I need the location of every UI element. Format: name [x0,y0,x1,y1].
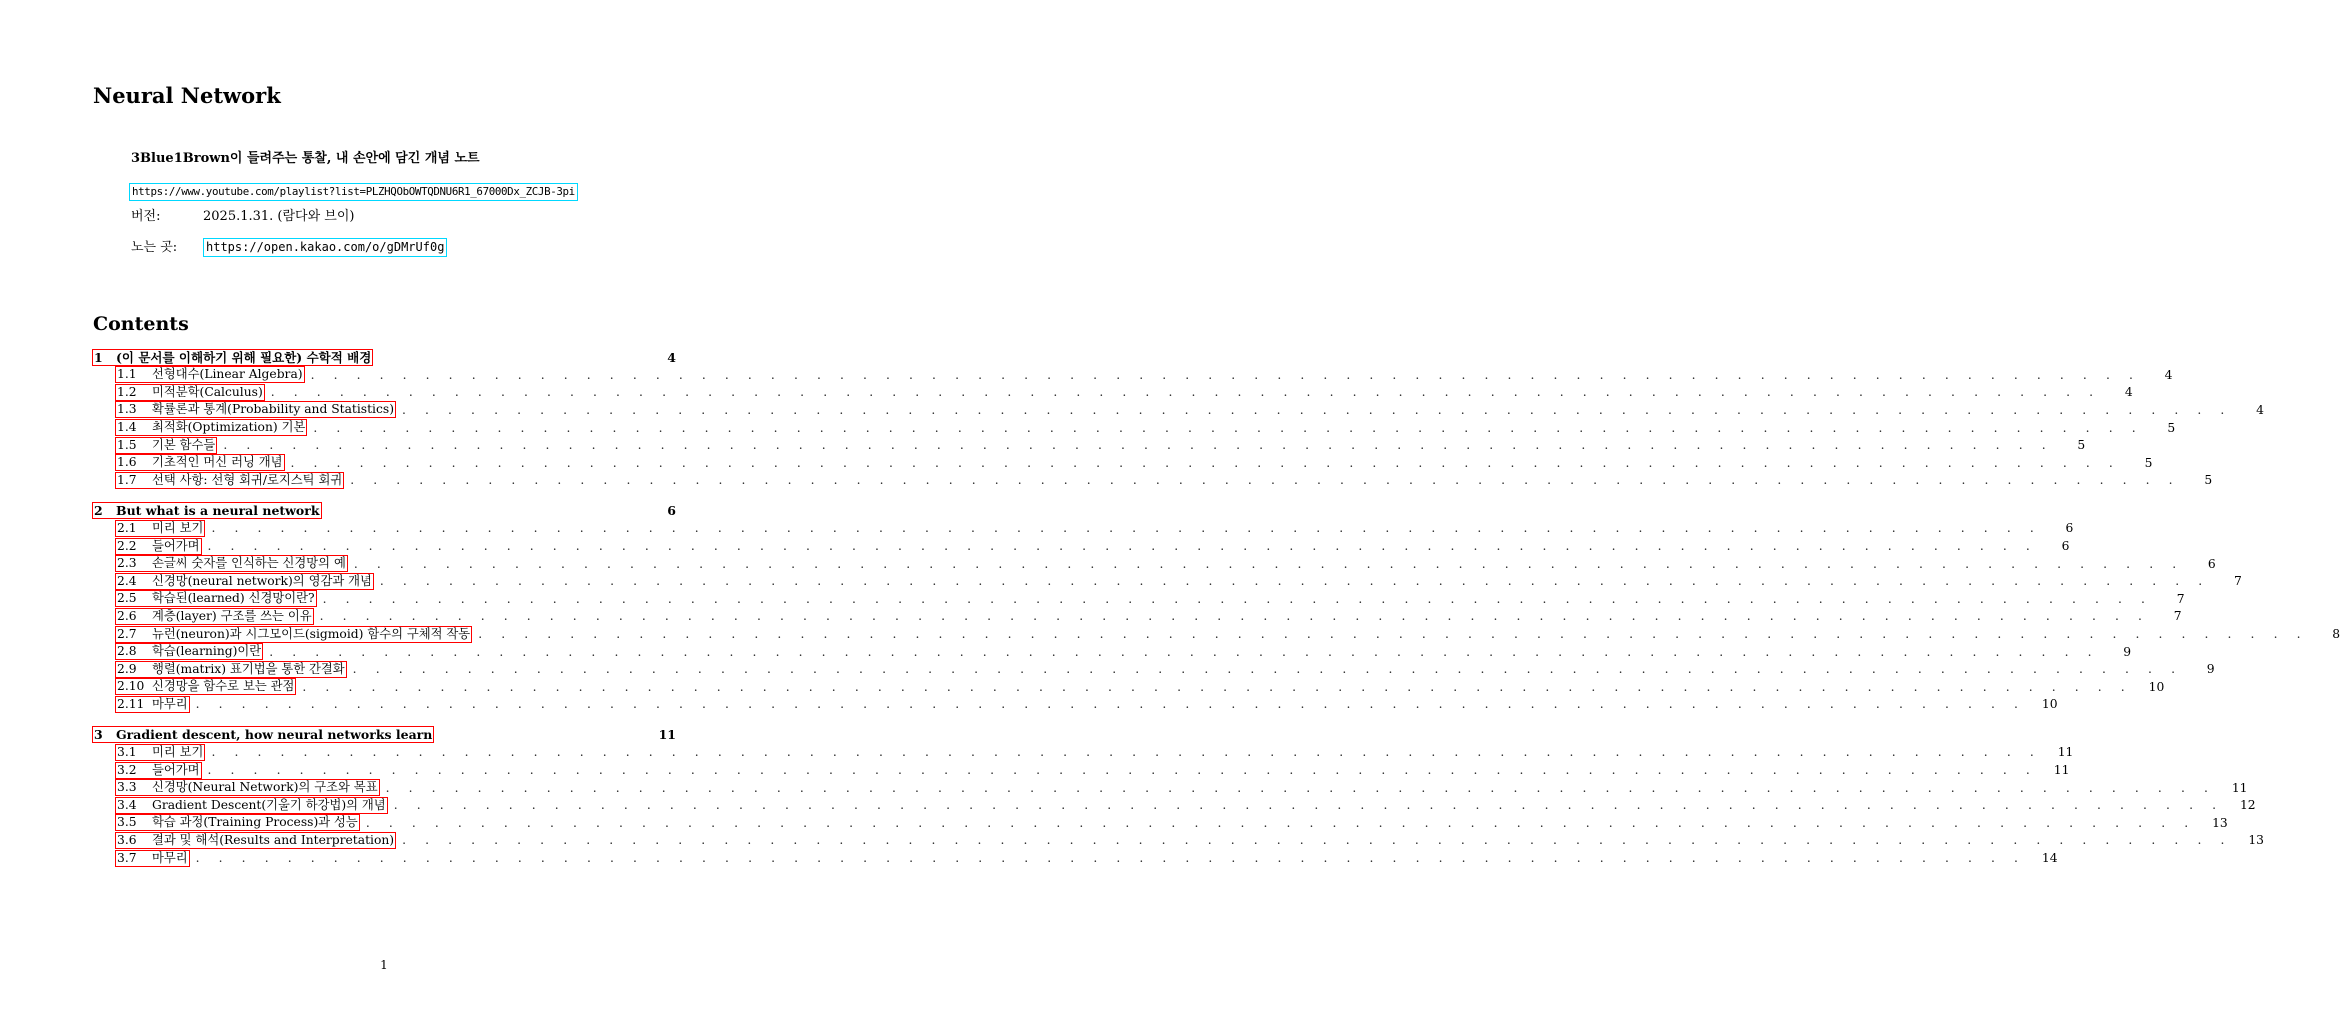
toc-subsection-number: 1.2 [117,384,137,399]
toc-subsection-row [92,796,2256,814]
toc-subsection-number: 2.11 [117,696,145,711]
toc-subsection-title: 미적분학(Calculus) [152,384,263,399]
toc-subsection-row [92,849,2058,867]
toc-subsection-row [92,814,2228,832]
toc-subsection-link[interactable] [115,608,314,625]
toc-leader: . . . . . . . . . . . . . . . . . . . . . . . . . . . . . . . . . . . . . . . . . . . . . . . . . . . . . . . . . . . . . . . . . . . . . . . . . . . . . . . . [379,574,2210,589]
toc-subsection-title: 최적화(Optimization) 기본 [152,420,306,435]
toc-subsection-page: 4 [2164,367,2173,382]
toc-leader: . . . . . . . . . . . . . . . . . . . . . . . . . . . . . . . . . . . . . . . . . . . . . . . . . . . . . . . . . . . . . . . . . . . . . . . . . . . . . . . . [223,438,2054,453]
toc-subsection-row [92,779,2248,797]
toc-subsection-page: 13 [2248,833,2264,848]
toc-subsection-title: 들어가며 [152,538,200,553]
toc-subsection-title: 학습된(learned) 신경망이란? [152,591,315,606]
toc-subsection-row [92,454,2153,472]
toc-subsection-row [92,696,2058,714]
toc-subsection-row [92,436,2086,454]
toc-subsection-page: 11 [2053,763,2070,778]
toc-subsection-row [92,643,2132,661]
toc-subsection-title: 확률론과 통계(Probability and Statistics) [152,402,394,417]
toc-subsection-page: 5 [2144,455,2153,470]
toc-subsection-number: 1.5 [117,437,137,452]
toc-subsection-page: 5 [2167,420,2176,435]
toc-leader: . . . . . . . . . . . . . . . . . . . . . . . . . . . . . . . . . . . . . . . . . . . . . . . . . . . . . . . . . . . . . . . . . . . . . . . . . . . . . . . . [195,697,2026,712]
toc-subsection-row [92,761,2070,779]
toc-leader: . . . . . . . . . . . . . . . . . . . . . . . . . . . . . . . . . . . . . . . . . . . . . . . . . . . . . . . . . . . . . . . . . . . . . . . . . . . . . . . . [211,745,2042,760]
toc-subsection-number: 2.8 [117,644,137,659]
version-value: 2025.1.31. (람다와 브이) [203,209,355,224]
toc-subsection-title: 미리 보기 [152,744,204,759]
chat-row [131,238,447,258]
toc-subsection-link[interactable] [115,472,344,489]
toc-section-title: But what is a neural network [116,503,320,519]
toc-subsection-link[interactable] [115,832,396,849]
toc-subsection-page: 5 [2077,438,2086,453]
toc-subsection-number: 2.6 [117,608,137,623]
toc-subsection-link[interactable] [115,643,263,660]
toc-subsection-number: 2.3 [117,556,137,571]
toc-subsection-link[interactable] [115,437,217,454]
toc-subsection-page: 11 [2231,780,2248,795]
toc-leader: . . . . . . . . . . . . . . . . . . . . . . . . . . . . . . . . . . . . . . . . . . . . . . . . . . . . . . . . . . . . . . . . . . . . . . . . . . . . . . . . [350,473,2181,488]
toc-subsection-number: 3.6 [117,832,137,847]
toc-subsection-row [92,608,2182,626]
toc-subsection-page: 10 [2148,679,2165,694]
toc-subsection-row [92,625,2340,643]
toc-subsection-row [92,419,2176,437]
toc-subsection-title: 학습 과정(Training Process)과 성능 [152,815,358,830]
toc-subsection-page: 7 [2176,591,2185,606]
toc-leader: . . . . . . . . . . . . . . . . . . . . . . . . . . . . . . . . . . . . . . . . . . . . . . . . . . . . . . . . . . . . . . . . . . . . . . . . . . . . . . . . [385,780,2216,795]
toc-gap [92,713,676,726]
toc-subsection-number: 2.2 [117,538,137,553]
toc-subsection-title: 마무리 [152,850,188,865]
playlist-url-link[interactable]: https://www.youtube.com/playlist?list=PLZHQObOWTQDNU6R1_67000Dx_ZCJB-3pi [129,183,578,201]
toc-leader: . . . . . . . . . . . . . . . . . . . . . . . . . . . . . . . . . . . . . . . . . . . . . . . . . . . . . . . . . . . . . . . . . . . . . . . . . . . . . . . . [353,556,2184,571]
toc-subsection-link[interactable] [115,520,205,537]
toc-section-row [92,726,676,744]
toc-subsection-link[interactable] [115,366,305,383]
toc-section-page: 6 [667,503,676,519]
toc-section-number: 3 [94,727,103,743]
toc-subsection-row [92,384,2133,402]
toc-subsection-title: Gradient Descent(기울기 하강법)의 개념 [152,797,386,812]
toc-section-link[interactable] [92,726,434,743]
toc-subsection-page: 9 [2123,644,2132,659]
toc-subsection-page: 12 [2239,798,2256,813]
toc-subsection-title: 행렬(matrix) 표기법을 통한 간결화 [152,661,345,676]
toc-section-page: 11 [658,727,676,743]
toc-subsection-row [92,366,2173,384]
toc-subsection-row [92,678,2165,696]
toc-leader: . . . . . . . . . . . . . . . . . . . . . . . . . . . . . . . . . . . . . . . . . . . . . . . . . . . . . . . . . . . . . . . . . . . . . . . . . . . . . . . . [290,455,2121,470]
document-title: Neural Network [93,83,281,108]
contents-heading: Contents [93,313,189,335]
toc-subsection-page: 14 [2041,851,2058,866]
toc-subsection-number: 3.2 [117,762,137,777]
toc-subsection-title: 신경망을 함수로 보는 관점 [152,679,295,694]
toc-leader: . . . . . . . . . . . . . . . . . . . . . . . . . . . . . . . . . . . . . . . . . . . . . . . . . . . . . . . . . . . . . . . . . . . . . . . . . . . . . . . . [207,763,2038,778]
playlist-url-line [129,180,578,201]
chat-label: 노는 곳: [131,240,178,255]
toc-subsection-title: 결과 및 해석(Results and Interpretation) [152,832,395,847]
toc-subsection-number: 3.5 [117,815,137,830]
page-number: 1 [380,958,388,972]
toc-subsection-title: 신경망(Neural Network)의 구조와 목표 [152,780,378,795]
toc-leader: . . . . . . . . . . . . . . . . . . . . . . . . . . . . . . . . . . . . . . . . . . . . . . . . . . . . . . . . . . . . . . . . . . . . . . . . . . . . . . . . [207,539,2038,554]
toc-subsection-title: 손글씨 숫자를 인식하는 신경망의 예 [152,556,346,571]
toc-subsection-row [92,537,2070,555]
toc-section-page: 4 [667,349,676,365]
toc-subsection-link[interactable] [115,797,388,814]
toc-subsection-number: 3.7 [117,850,137,865]
toc-subsection-number: 3.4 [117,797,137,812]
toc-leader: . . . . . . . . . . . . . . . . . . . . . . . . . . . . . . . . . . . . . . . . . . . . . . . . . . . . . . . . . . . . . . . . . . . . . . . . . . . . . . . . [322,591,2153,606]
toc-subsection-number: 3.3 [117,780,137,795]
toc-subsection-link[interactable] [115,678,296,695]
toc-subsection-link[interactable] [115,661,347,678]
chat-url-link[interactable]: https://open.kakao.com/o/gDMrUf0g [203,238,447,257]
toc-subsection-link[interactable] [115,779,380,796]
toc-subsection-page: 6 [2065,521,2074,536]
toc-leader: . . . . . . . . . . . . . . . . . . . . . . . . . . . . . . . . . . . . . . . . . . . . . . . . . . . . . . . . . . . . . . . . . . . . . . . . . . . . . . . . [269,644,2100,659]
toc-subsection-row [92,832,2264,850]
toc-subsection-link[interactable] [115,384,265,401]
toc-subsection-title: 계층(layer) 구조를 쓰는 이유 [152,608,312,623]
toc-subsection-link[interactable] [115,454,285,471]
toc-subsection-link[interactable] [115,573,374,590]
toc-subsection-number: 1.3 [117,402,137,417]
document-subtitle: 3Blue1Brown이 들려주는 통찰, 내 손안에 담긴 개념 노트 [131,151,480,166]
toc-leader: . . . . . . . . . . . . . . . . . . . . . . . . . . . . . . . . . . . . . . . . . . . . . . . . . . . . . . . . . . . . . . . . . . . . . . . . . . . . . . . . [402,402,2232,417]
toc-subsection-row [92,744,2074,762]
toc-leader: . . . . . . . . . . . . . . . . . . . . . . . . . . . . . . . . . . . . . . . . . . . . . . . . . . . . . . . . . . . . . . . . . . . . . . . . . . . . . . . . [365,815,2196,830]
toc-subsection-link[interactable] [115,401,396,418]
toc-subsection-page: 7 [2173,609,2182,624]
toc-subsection-page: 6 [2061,539,2070,554]
toc-subsection-number: 1.1 [117,367,137,382]
toc-subsection-title: 미리 보기 [152,520,204,535]
toc-leader: . . . . . . . . . . . . . . . . . . . . . . . . . . . . . . . . . . . . . . . . . . . . . . . . . . . . . . . . . . . . . . . . . . . . . . . . . . . . . . . . [195,851,2026,866]
toc-subsection-title: 학습(learning)이란 [152,644,262,659]
toc-section-row [92,502,676,520]
toc-subsection-title: 뉴런(neuron)과 시그모이드(sigmoid) 함수의 구체적 작동 [152,626,471,641]
toc-subsection-title: 들어가며 [152,762,200,777]
toc-subsection-title: 기본 함수들 [152,437,216,452]
toc-section-row [92,348,676,366]
toc-subsection-number: 3.1 [117,744,137,759]
toc-subsection-page: 9 [2206,662,2215,677]
toc-subsection-link[interactable] [115,555,348,572]
toc-subsection-number: 2.7 [117,626,137,641]
toc-subsection-link[interactable] [115,744,205,761]
toc-gap [92,489,676,502]
toc-subsection-link[interactable] [115,850,190,867]
toc-section-title: Gradient descent, how neural networks learn [116,727,433,743]
toc-subsection-title: 기초적인 머신 러닝 개념 [152,455,283,470]
toc-subsection-number: 1.7 [117,472,137,487]
toc-subsection-page: 5 [2204,473,2213,488]
toc-section-link[interactable] [92,349,373,366]
toc-subsection-link[interactable] [115,626,472,643]
toc-subsection-link[interactable] [115,590,317,607]
toc-subsection-link[interactable] [115,538,202,555]
toc-subsection-link[interactable] [115,762,202,779]
toc-leader: . . . . . . . . . . . . . . . . . . . . . . . . . . . . . . . . . . . . . . . . . . . . . . . . . . . . . . . . . . . . . . . . . . . . . . . . . . . . . . . . [352,662,2183,677]
toc-leader: . . . . . . . . . . . . . . . . . . . . . . . . . . . . . . . . . . . . . . . . . . . . . . . . . . . . . . . . . . . . . . . . . . . . . . . . . . . . . . . . [270,385,2101,400]
toc-subsection-row [92,401,2264,419]
toc-subsection-link[interactable] [115,814,360,831]
toc-leader: . . . . . . . . . . . . . . . . . . . . . . . . . . . . . . . . . . . . . . . . . . . . . . . . . . . . . . . . . . . . . . . . . . . . . . . . . . . . . . . . [211,521,2042,536]
toc-subsection-page: 4 [2256,402,2264,417]
toc-subsection-link[interactable] [115,419,307,436]
toc-subsection-title: 선택 사항: 선형 회귀/로지스틱 회귀 [152,472,343,487]
toc-subsection-page: 11 [2057,745,2074,760]
toc-section-title: (이 문서를 이해하기 위해 필요한) 수학적 배경 [116,349,372,365]
toc-leader: . . . . . . . . . . . . . . . . . . . . . . . . . . . . . . . . . . . . . . . . . . . . . . . . . . . . . . . . . . . . . . . . . . . . . . . . . . . . . . . . [393,798,2224,813]
toc-subsection-row [92,572,2242,590]
toc-subsection-link[interactable] [115,696,190,713]
toc-subsection-row [92,590,2185,608]
toc-subsection-page: 8 [2332,627,2340,642]
toc-subsection-page: 10 [2041,697,2058,712]
toc-subsection-title: 선형대수(Linear Algebra) [152,367,303,382]
toc-leader: . . . . . . . . . . . . . . . . . . . . . . . . . . . . . . . . . . . . . . . . . . . . . . . . . . . . . . . . . . . . . . . . . . . . . . . . . . . . . . . . [319,609,2150,624]
toc-subsection-number: 2.9 [117,661,137,676]
toc-leader: . . . . . . . . . . . . . . . . . . . . . . . . . . . . . . . . . . . . . . . . . . . . . . . . . . . . . . . . . . . . . . . . . . . . . . . . . . . . . . . . [313,420,2144,435]
toc-leader: . . . . . . . . . . . . . . . . . . . . . . . . . . . . . . . . . . . . . . . . . . . . . . . . . . . . . . . . . . . . . . . . . . . . . . . . . . . . . . . . [302,679,2133,694]
toc-subsection-number: 2.5 [117,591,137,606]
toc-subsection-page: 6 [2207,556,2216,571]
toc-subsection-number: 2.1 [117,520,137,535]
table-of-contents [92,348,2340,867]
toc-subsection-page: 4 [2124,385,2133,400]
toc-subsection-number: 1.4 [117,420,137,435]
toc-subsection-number: 1.6 [117,455,137,470]
version-row [131,207,355,227]
toc-subsection-row [92,555,2216,573]
version-label: 버전: [131,209,161,224]
toc-subsection-row [92,660,2215,678]
toc-subsection-row [92,472,2213,490]
toc-subsection-number: 2.10 [117,679,145,694]
toc-section-number: 1 [94,349,103,365]
toc-section-link[interactable] [92,502,322,519]
toc-subsection-title: 마무리 [152,696,188,711]
toc-subsection-title: 신경망(neural network)의 영감과 개념 [152,573,372,588]
toc-subsection-row [92,520,2074,538]
toc-subsection-page: 7 [2233,574,2242,589]
toc-subsection-page: 13 [2212,815,2228,830]
toc-section-number: 2 [94,503,103,519]
toc-leader: . . . . . . . . . . . . . . . . . . . . . . . . . . . . . . . . . . . . . . . . . . . . . . . . . . . . . . . . . . . . . . . . . . . . . . . . . . . . . . . . [402,833,2232,848]
toc-leader: . . . . . . . . . . . . . . . . . . . . . . . . . . . . . . . . . . . . . . . . . . . . . . . . . . . . . . . . . . . . . . . . . . . . . . . . . . . . . . . . [310,367,2141,382]
toc-leader: . . . . . . . . . . . . . . . . . . . . . . . . . . . . . . . . . . . . . . . . . . . . . . . . . . . . . . . . . . . . . . . . . . . . . . . . . . . . . . . . [478,627,2309,642]
toc-subsection-number: 2.4 [117,573,137,588]
